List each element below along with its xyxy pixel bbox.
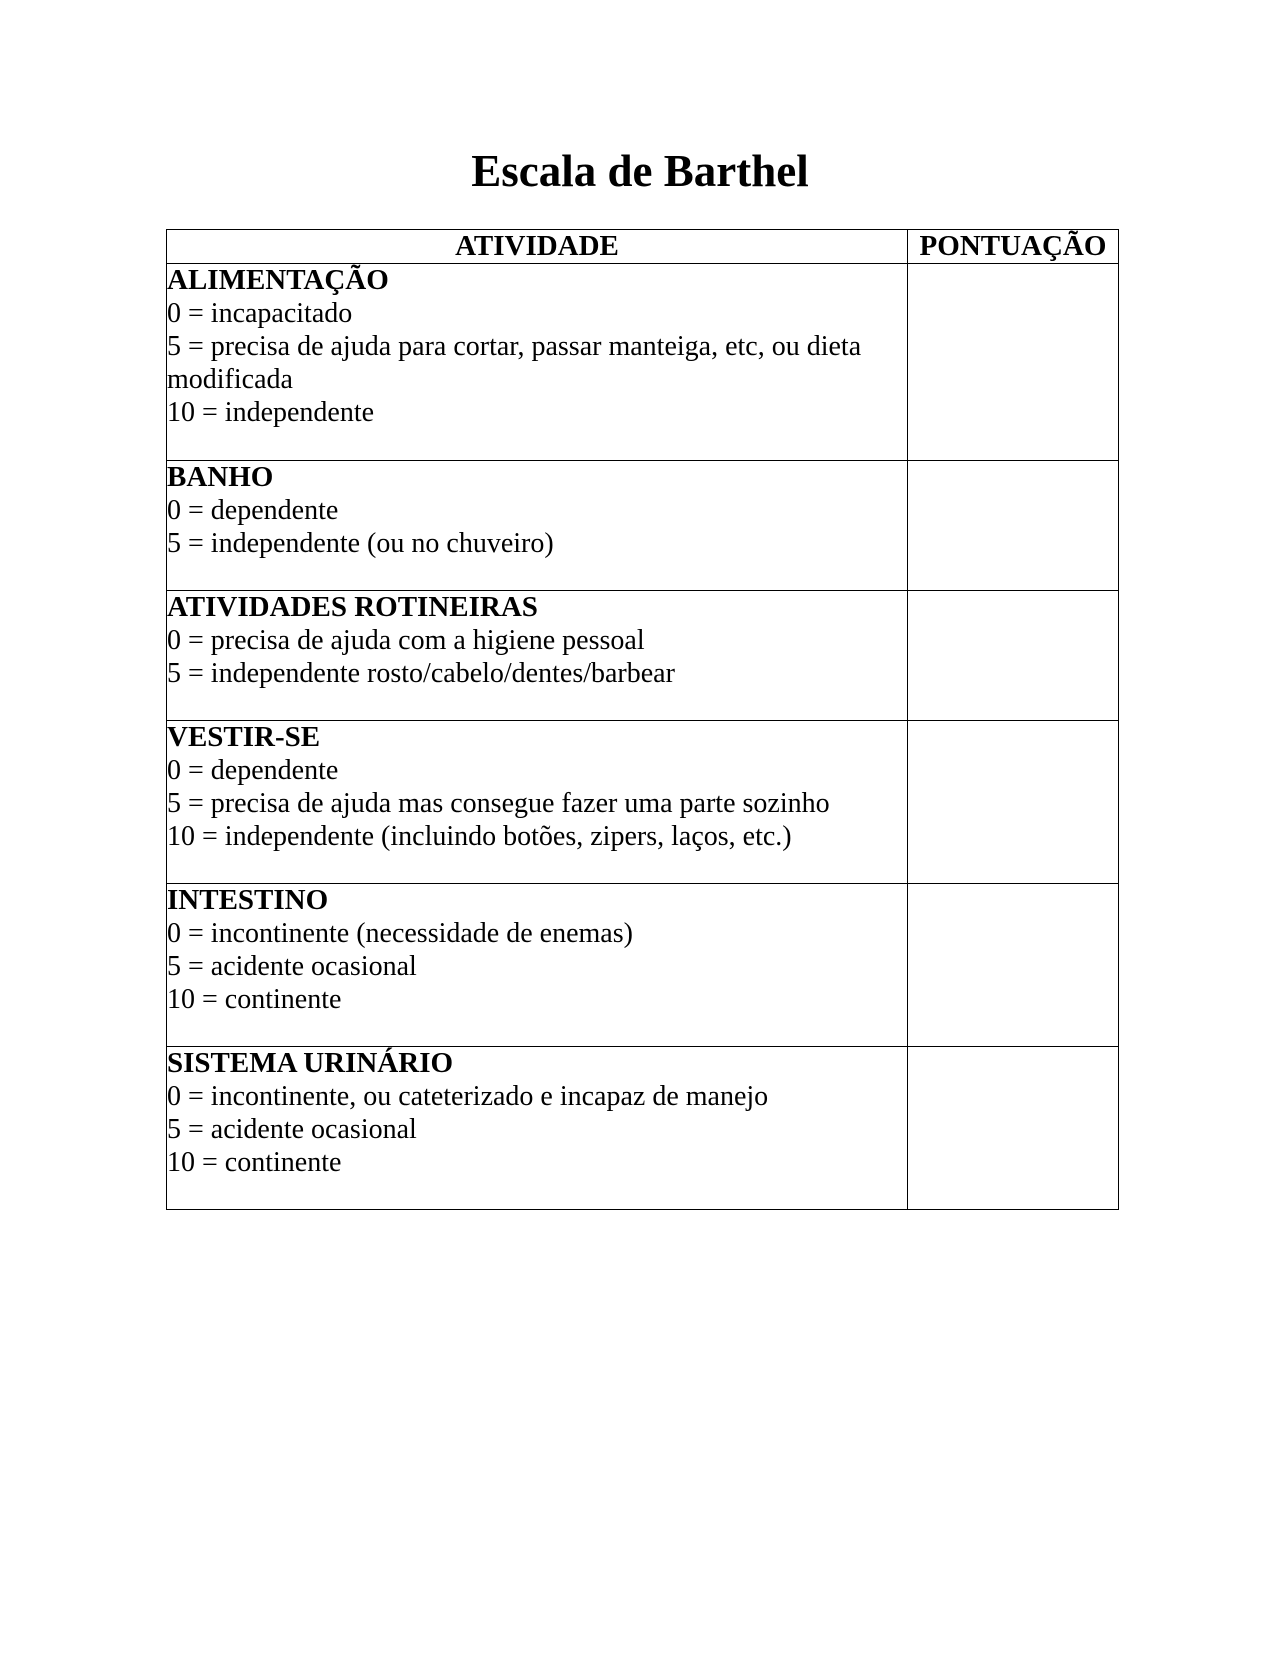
activity-cell [167,1047,908,1210]
table-row-intestino [167,884,1119,1047]
table-row-sistema-urinario [167,1047,1119,1210]
activity-cell [167,591,908,721]
score-option: 0 = dependente [167,755,339,786]
score-option: 0 = incapacitado [167,298,353,329]
score-option: 5 = independente (ou no chuveiro) [167,528,554,559]
activity-cell [167,884,908,1047]
table-row-banho [167,461,1119,591]
table-row-alimentacao [167,264,1119,461]
activity-name: INTESTINO [167,884,329,916]
score-cell-alimentacao[interactable] [908,264,1119,461]
score-option: 0 = incontinente (necessidade de enemas) [167,918,633,949]
score-option: 10 = continente [167,984,342,1015]
activity-cell [167,721,908,884]
score-option: 5 = precisa de ajuda para cortar, passar manteiga, etc, ou dieta modificada [167,331,862,395]
score-option: 0 = dependente [167,495,339,526]
activity-name: SISTEMA URINÁRIO [167,1047,454,1079]
table-row-atividades-rotineiras [167,591,1119,721]
page-title: Escala de Barthel [471,146,809,196]
activity-column-header: ATIVIDADE [167,230,908,264]
barthel-scale-table [166,229,1119,1210]
activity-name: BANHO [167,461,274,493]
activity-cell [167,461,908,591]
score-column-header: PONTUAÇÃO [908,230,1119,264]
score-cell-sistema-urinario[interactable] [908,1047,1119,1210]
score-cell-intestino[interactable] [908,884,1119,1047]
score-option: 5 = precisa de ajuda mas consegue fazer uma parte sozinho [167,788,830,819]
table-header-row [167,230,1119,264]
activity-cell [167,264,908,461]
table-row-vestir-se [167,721,1119,884]
score-option: 0 = incontinente, ou cateterizado e incapaz de manejo [167,1081,769,1112]
score-option: 10 = continente [167,1147,342,1178]
score-cell-vestir-se[interactable] [908,721,1119,884]
score-cell-atividades-rotineiras[interactable] [908,591,1119,721]
score-option: 10 = independente [167,397,375,428]
score-cell-banho[interactable] [908,461,1119,591]
score-option: 5 = acidente ocasional [167,951,417,982]
score-option: 5 = independente rosto/cabelo/dentes/barbear [167,658,675,689]
score-option: 0 = precisa de ajuda com a higiene pessoal [167,625,645,656]
activity-name: ALIMENTAÇÃO [167,264,389,296]
score-option: 10 = independente (incluindo botões, zipers, laços, etc.) [167,821,792,852]
activity-name: VESTIR-SE [167,721,321,753]
activity-name: ATIVIDADES ROTINEIRAS [167,591,538,623]
score-option: 5 = acidente ocasional [167,1114,417,1145]
